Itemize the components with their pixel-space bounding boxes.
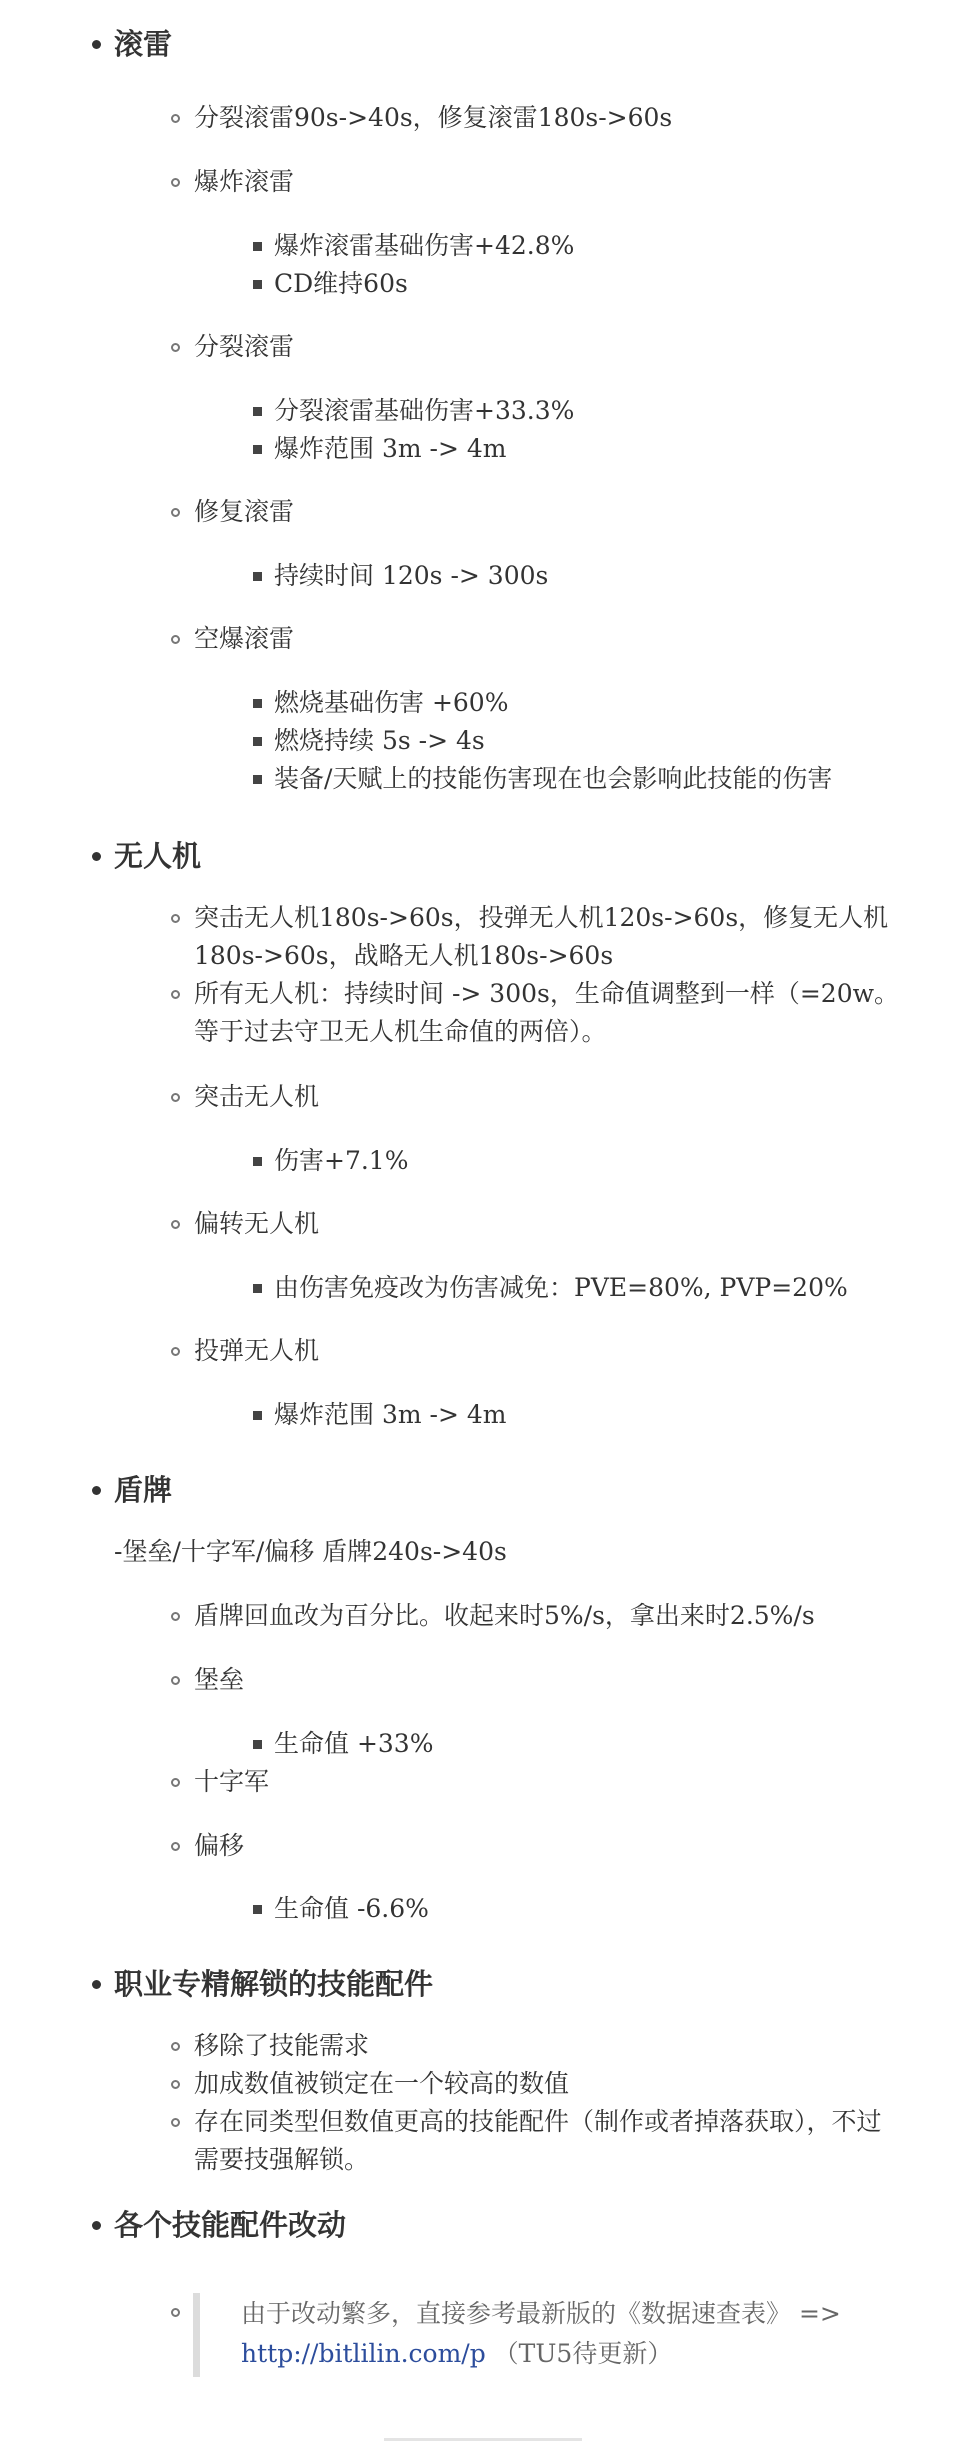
list-item-line: 需要技强解锁。 <box>194 2145 370 2174</box>
bullet-circle <box>171 178 180 187</box>
list-item: 堡垒 <box>194 1665 245 1694</box>
section-heading: 盾牌 <box>114 1473 173 1507</box>
bullet-circle <box>171 2118 180 2127</box>
bullet-circle <box>171 1676 180 1685</box>
list-item: 加成数值被锁定在一个较高的数值 <box>194 2069 570 2098</box>
bullet-circle <box>171 635 180 644</box>
bullet-square <box>253 775 262 784</box>
bullet-square <box>253 1411 262 1420</box>
sub-list-item: 燃烧持续 5s -> 4s <box>274 726 485 755</box>
data-sheet-link[interactable]: http://bitlilin.com/p <box>241 2339 486 2368</box>
bullet-circle <box>171 1220 180 1229</box>
sub-list-item: CD维持60s <box>274 269 408 298</box>
bullet-circle <box>171 2080 180 2089</box>
bullet-circle <box>171 2042 180 2051</box>
list-item-line: 所有无人机：持续时间 -> 300s，生命值调整到一样（=20w。 <box>194 979 899 1008</box>
section-intro: -堡垒/十字军/偏移 盾牌240s->40s <box>114 1537 507 1566</box>
bullet-square <box>253 1905 262 1914</box>
section-heading: 各个技能配件改动 <box>114 2208 347 2242</box>
section-heading: 职业专精解锁的技能配件 <box>114 1967 434 2001</box>
blockquote-line: 由于改动繁多，直接参考最新版的《数据速查表》 => <box>241 2299 841 2328</box>
bullet-circle <box>171 114 180 123</box>
sub-list-item: 装备/天赋上的技能伤害现在也会影响此技能的伤害 <box>274 764 833 793</box>
bullet-square <box>253 1157 262 1166</box>
sub-list-item: 生命值 +33% <box>274 1729 434 1758</box>
sub-list-item: 持续时间 120s -> 300s <box>274 561 549 590</box>
bullet-square <box>253 699 262 708</box>
bullet-circle <box>171 1093 180 1102</box>
list-item: 分裂滚雷 <box>194 332 295 361</box>
sub-list-item: 由伤害免疫改为伤害减免：PVE=80%, PVP=20% <box>274 1273 848 1302</box>
list-item-line: 存在同类型但数值更高的技能配件（制作或者掉落获取），不过 <box>194 2107 882 2136</box>
list-item-line: 等于过去守卫无人机生命值的两倍）。 <box>194 1017 607 1046</box>
list-item: 十字军 <box>194 1767 270 1796</box>
bullet-dot <box>92 852 101 861</box>
link-suffix: （TU5待更新） <box>485 2339 673 2368</box>
bullet-square <box>253 737 262 746</box>
bullet-dot <box>92 1486 101 1495</box>
bullet-square <box>253 1740 262 1749</box>
list-item: 盾牌回血改为百分比。收起来时5%/s，拿出来时2.5%/s <box>194 1601 815 1630</box>
list-item: 移除了技能需求 <box>194 2031 370 2060</box>
list-item: 分裂滚雷90s->40s，修复滚雷180s->60s <box>194 103 673 132</box>
blockquote-line <box>241 2335 672 2373</box>
bullet-square <box>253 572 262 581</box>
bullet-square <box>253 242 262 251</box>
list-item-line: 突击无人机180s->60s，投弹无人机120s->60s，修复无人机 <box>194 903 889 932</box>
sub-list-item: 生命值 -6.6% <box>274 1894 429 1923</box>
bullet-square <box>253 445 262 454</box>
list-item-line: 180s->60s，战略无人机180s->60s <box>194 941 614 970</box>
bullet-circle <box>171 1842 180 1851</box>
bullet-circle <box>171 1612 180 1621</box>
bullet-circle <box>171 343 180 352</box>
bullet-dot <box>92 40 101 49</box>
list-item: 修复滚雷 <box>194 497 295 526</box>
sub-list-item: 伤害+7.1% <box>274 1146 409 1175</box>
bullet-square <box>253 407 262 416</box>
bullet-circle <box>171 914 180 923</box>
section-heading: 滚雷 <box>114 27 173 61</box>
sub-list-item: 爆炸滚雷基础伤害+42.8% <box>274 231 575 260</box>
section-heading: 无人机 <box>114 839 202 873</box>
list-item: 突击无人机 <box>194 1082 320 1111</box>
bullet-square <box>253 1284 262 1293</box>
bullet-dot <box>92 1980 101 1989</box>
list-item: 空爆滚雷 <box>194 624 295 653</box>
blockquote-bar <box>193 2293 200 2377</box>
sub-list-item: 燃烧基础伤害 +60% <box>274 688 509 717</box>
bottom-divider <box>384 2438 582 2441</box>
list-item: 投弹无人机 <box>194 1336 320 1365</box>
sub-list-item: 爆炸范围 3m -> 4m <box>274 1400 507 1429</box>
list-item: 偏转无人机 <box>194 1209 320 1238</box>
bullet-circle <box>171 2308 180 2317</box>
bullet-square <box>253 280 262 289</box>
bullet-circle <box>171 990 180 999</box>
list-item: 爆炸滚雷 <box>194 167 295 196</box>
bullet-circle <box>171 508 180 517</box>
list-item: 偏移 <box>194 1831 245 1860</box>
sub-list-item: 分裂滚雷基础伤害+33.3% <box>274 396 575 425</box>
bullet-circle <box>171 1778 180 1787</box>
bullet-circle <box>171 1347 180 1356</box>
bullet-dot <box>92 2221 101 2230</box>
sub-list-item: 爆炸范围 3m -> 4m <box>274 434 507 463</box>
